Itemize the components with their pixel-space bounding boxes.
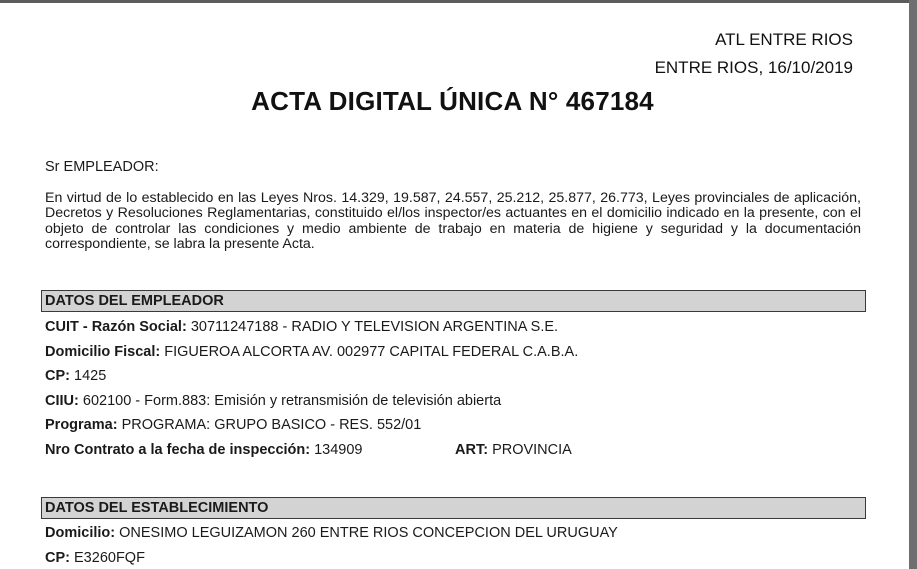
field-label: Nro Contrato a la fecha de inspección: <box>45 442 311 458</box>
intro-paragraph: En virtud de lo establecido en las Leyes Nros. 14.329, 19.587, 24.557, 25.212, 25.877, 26.773, Leyes provinciales de aplicación, Decretos y Resoluciones Reglamentarias, constituido el/los inspector/es actuantes en el domicilio indicado en la presente, con el objeto de controlar las condiciones y medio ambiente de trabajo en materia de higiene y seguridad y la documentación correspondiente, se labra la presente Acta. <box>45 190 861 252</box>
greeting: Sr EMPLEADOR: <box>45 159 159 175</box>
field-programa <box>45 417 421 433</box>
field-art <box>455 442 572 458</box>
field-label: CP: <box>45 550 70 566</box>
field-label: Domicilio: <box>45 525 116 541</box>
issuing-organization: ATL ENTRE RIOS <box>715 30 853 49</box>
field-cuit <box>45 319 558 335</box>
field-cp-establecimiento <box>45 550 145 566</box>
field-ciiu <box>45 393 501 409</box>
document-title: ACTA DIGITAL ÚNICA N° 467184 <box>251 86 654 116</box>
field-label: Domicilio Fiscal: <box>45 344 161 360</box>
section-heading-establecimiento: DATOS DEL ESTABLECIMIENTO <box>41 497 866 519</box>
field-cp <box>45 368 106 384</box>
field-value: E3260FQF <box>74 550 145 566</box>
field-label: ART: <box>455 442 489 458</box>
document-page <box>0 3 909 569</box>
field-value: 134909 <box>314 442 363 458</box>
field-label: CP: <box>45 368 70 384</box>
field-nro-contrato <box>45 442 363 458</box>
field-value: FIGUEROA ALCORTA AV. 002977 CAPITAL FEDERAL C.A.B.A. <box>164 344 579 360</box>
field-value: ONESIMO LEGUIZAMON 260 ENTRE RIOS CONCEPCION DEL URUGUAY <box>119 525 618 541</box>
field-value: 1425 <box>74 368 107 384</box>
field-label: CUIT - Razón Social: <box>45 319 187 335</box>
field-value: PROGRAMA: GRUPO BASICO - RES. 552/01 <box>121 417 422 433</box>
field-value: 30711247188 - RADIO Y TELEVISION ARGENTINA S.E. <box>190 319 559 335</box>
field-value: PROVINCIA <box>492 442 572 458</box>
viewer-right-edge <box>909 0 917 569</box>
field-value: 602100 - Form.883: Emisión y retransmisión de televisión abierta <box>82 393 502 409</box>
field-label: Programa: <box>45 417 118 433</box>
field-domicilio-establecimiento <box>45 525 618 541</box>
field-domicilio-fiscal <box>45 344 578 360</box>
section-heading-empleador: DATOS DEL EMPLEADOR <box>41 290 866 312</box>
field-label: CIIU: <box>45 393 79 409</box>
place-and-date: ENTRE RIOS, 16/10/2019 <box>654 58 853 77</box>
